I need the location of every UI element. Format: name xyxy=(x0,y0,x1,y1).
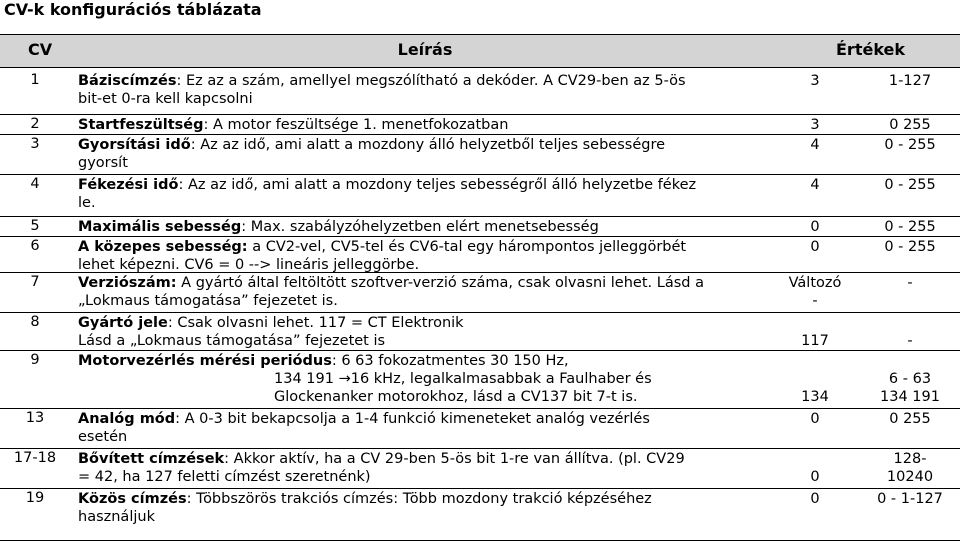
table-row xyxy=(0,174,960,217)
desc-line: : A 0-3 bit bekapcsolja a 1-4 funkció kimeneteket analóg vezérlés xyxy=(175,411,650,427)
cv-name: Közös címzés xyxy=(78,491,187,507)
table-row xyxy=(0,216,960,237)
value-range: 0 - 255 xyxy=(884,137,936,153)
table-row xyxy=(0,272,960,313)
table-header xyxy=(0,34,960,68)
cv-number: 4 xyxy=(30,176,40,192)
cv-description xyxy=(78,176,768,212)
cv-description xyxy=(78,238,768,274)
value-range: 0 255 xyxy=(889,117,931,133)
desc-line: Lásd a „Lokmaus támogatása” fejezetet is xyxy=(78,333,386,349)
desc-line: a CV2-vel, CV5-tel és CV6-tal egy hárompontos jelleggörbét xyxy=(247,239,687,255)
default-value: Változó - xyxy=(788,275,842,309)
value-range: 0 - 1-127 xyxy=(877,491,943,507)
default-value: 3 xyxy=(810,73,820,89)
desc-line: használjuk xyxy=(78,509,155,525)
table-row xyxy=(0,236,960,273)
table-row xyxy=(0,312,960,351)
default-value: 0 xyxy=(810,239,820,255)
cv-name: Analóg mód xyxy=(78,411,176,427)
cv-number: 3 xyxy=(30,136,40,152)
default-value: 0 xyxy=(810,491,820,507)
desc-line: = 42, ha 127 feletti címzést szeretnénk) xyxy=(78,469,371,485)
default-value: 4 xyxy=(810,137,820,153)
cv-name: A közepes sebesség: xyxy=(78,239,248,255)
cv-name: Gyorsítási idő xyxy=(78,137,191,153)
page-title: CV-k konfigurációs táblázata xyxy=(4,0,262,19)
value-range: 0 - 255 xyxy=(884,219,936,235)
cv-description xyxy=(78,450,768,486)
cv-number: 17-18 xyxy=(13,450,57,466)
cv-description xyxy=(78,352,768,406)
desc-line: bit-et 0-ra kell kapcsolni xyxy=(78,91,253,107)
cv-number: 7 xyxy=(30,274,40,290)
header-desc: Leírás xyxy=(397,40,453,59)
value-range: 6 - 63 134 191 xyxy=(880,371,940,405)
table-row xyxy=(0,114,960,135)
table-row xyxy=(0,408,960,449)
cv-name: Maximális sebesség xyxy=(78,219,242,235)
cv-name: Fékezési idő xyxy=(78,177,179,193)
desc-line: : Ez az a szám, amellyel megszólítható a dekóder. A CV29-ben az 5-ös xyxy=(176,73,686,89)
desc-line: : Többszörös trakciós címzés: Több mozdony trakció képzéséhez xyxy=(186,491,652,507)
cv-name: Báziscímzés xyxy=(78,73,177,89)
cv-description xyxy=(78,136,768,172)
value-range: 0 - 255 xyxy=(884,177,936,193)
default-value: 3 xyxy=(810,117,820,133)
desc-line: lehet képezni. CV6 = 0 --> lineáris jelleggörbe. xyxy=(78,257,420,273)
value-range: 1-127 xyxy=(888,73,932,89)
cv-description xyxy=(78,314,768,350)
cv-number: 1 xyxy=(30,72,40,88)
default-value: 4 xyxy=(810,177,820,193)
header-values: Értékek xyxy=(836,40,906,59)
default-value: 0 xyxy=(810,411,820,427)
table-row xyxy=(0,350,960,409)
desc-line: Glockenanker motorokhoz, lásd a CV137 bit 7-t is. xyxy=(274,389,638,405)
header-cv: CV xyxy=(28,40,53,59)
desc-line: esetén xyxy=(78,429,128,445)
value-range: 128- 10240 xyxy=(886,451,934,485)
desc-line: 134 191 →16 kHz, legalkalmasabbak a Faulhaber és xyxy=(274,371,652,387)
desc-line: le. xyxy=(78,195,96,211)
cv-name: Verziószám: xyxy=(78,275,177,291)
table-row xyxy=(0,448,960,489)
desc-line: „Lokmaus támogatása” fejezetet is. xyxy=(78,293,338,309)
cv-description xyxy=(78,116,768,134)
desc-line: : 6 63 fokozatmentes 30 150 Hz, xyxy=(331,353,569,369)
desc-line: : Max. szabályzóhelyzetben elért menetsebesség xyxy=(241,219,599,235)
cv-description xyxy=(78,218,768,236)
default-value: 134 xyxy=(801,389,829,405)
cv-name: Bővített címzések xyxy=(78,451,225,467)
desc-line: : Akkor aktív, ha a CV 29-ben 5-ös bit 1-re van állítva. (pl. CV29 xyxy=(224,451,685,467)
value-range: - xyxy=(907,275,913,291)
cv-number: 8 xyxy=(30,314,40,330)
cv-description xyxy=(78,490,768,526)
desc-line: : Az az idő, ami alatt a mozdony teljes sebességről álló helyzetbe fékez xyxy=(178,177,697,193)
desc-line: : Csak olvasni lehet. 117 = CT Elektronik xyxy=(167,315,464,331)
default-value: 117 xyxy=(801,333,829,349)
cv-number: 2 xyxy=(30,116,40,132)
cv-name: Motorvezérlés mérési periódus xyxy=(78,353,332,369)
cv-number: 13 xyxy=(25,410,45,426)
cv-description xyxy=(78,72,768,108)
desc-line: gyorsít xyxy=(78,155,128,171)
cv-number: 5 xyxy=(30,218,40,234)
table-row xyxy=(0,488,960,541)
cv-number: 6 xyxy=(30,238,40,254)
cv-number: 19 xyxy=(25,490,45,506)
cv-name: Gyártó jele xyxy=(78,315,168,331)
value-range: - xyxy=(907,333,913,349)
cv-description xyxy=(78,274,768,310)
value-range: 0 255 xyxy=(889,411,931,427)
table-row xyxy=(0,134,960,175)
cv-number: 9 xyxy=(30,352,40,368)
desc-line: : A motor feszültsége 1. menetfokozatban xyxy=(203,117,509,133)
desc-line: A gyártó által feltöltött szoftver-verzió száma, csak olvasni lehet. Lásd a xyxy=(176,275,704,291)
cv-description xyxy=(78,410,768,446)
desc-line: : Az az idő, ami alatt a mozdony álló helyzetből teljes sebességre xyxy=(190,137,666,153)
table-row xyxy=(0,70,960,115)
cv-name: Startfeszültség xyxy=(78,117,204,133)
default-value: 0 xyxy=(810,469,820,485)
value-range: 0 - 255 xyxy=(884,239,936,255)
default-value: 0 xyxy=(810,219,820,235)
